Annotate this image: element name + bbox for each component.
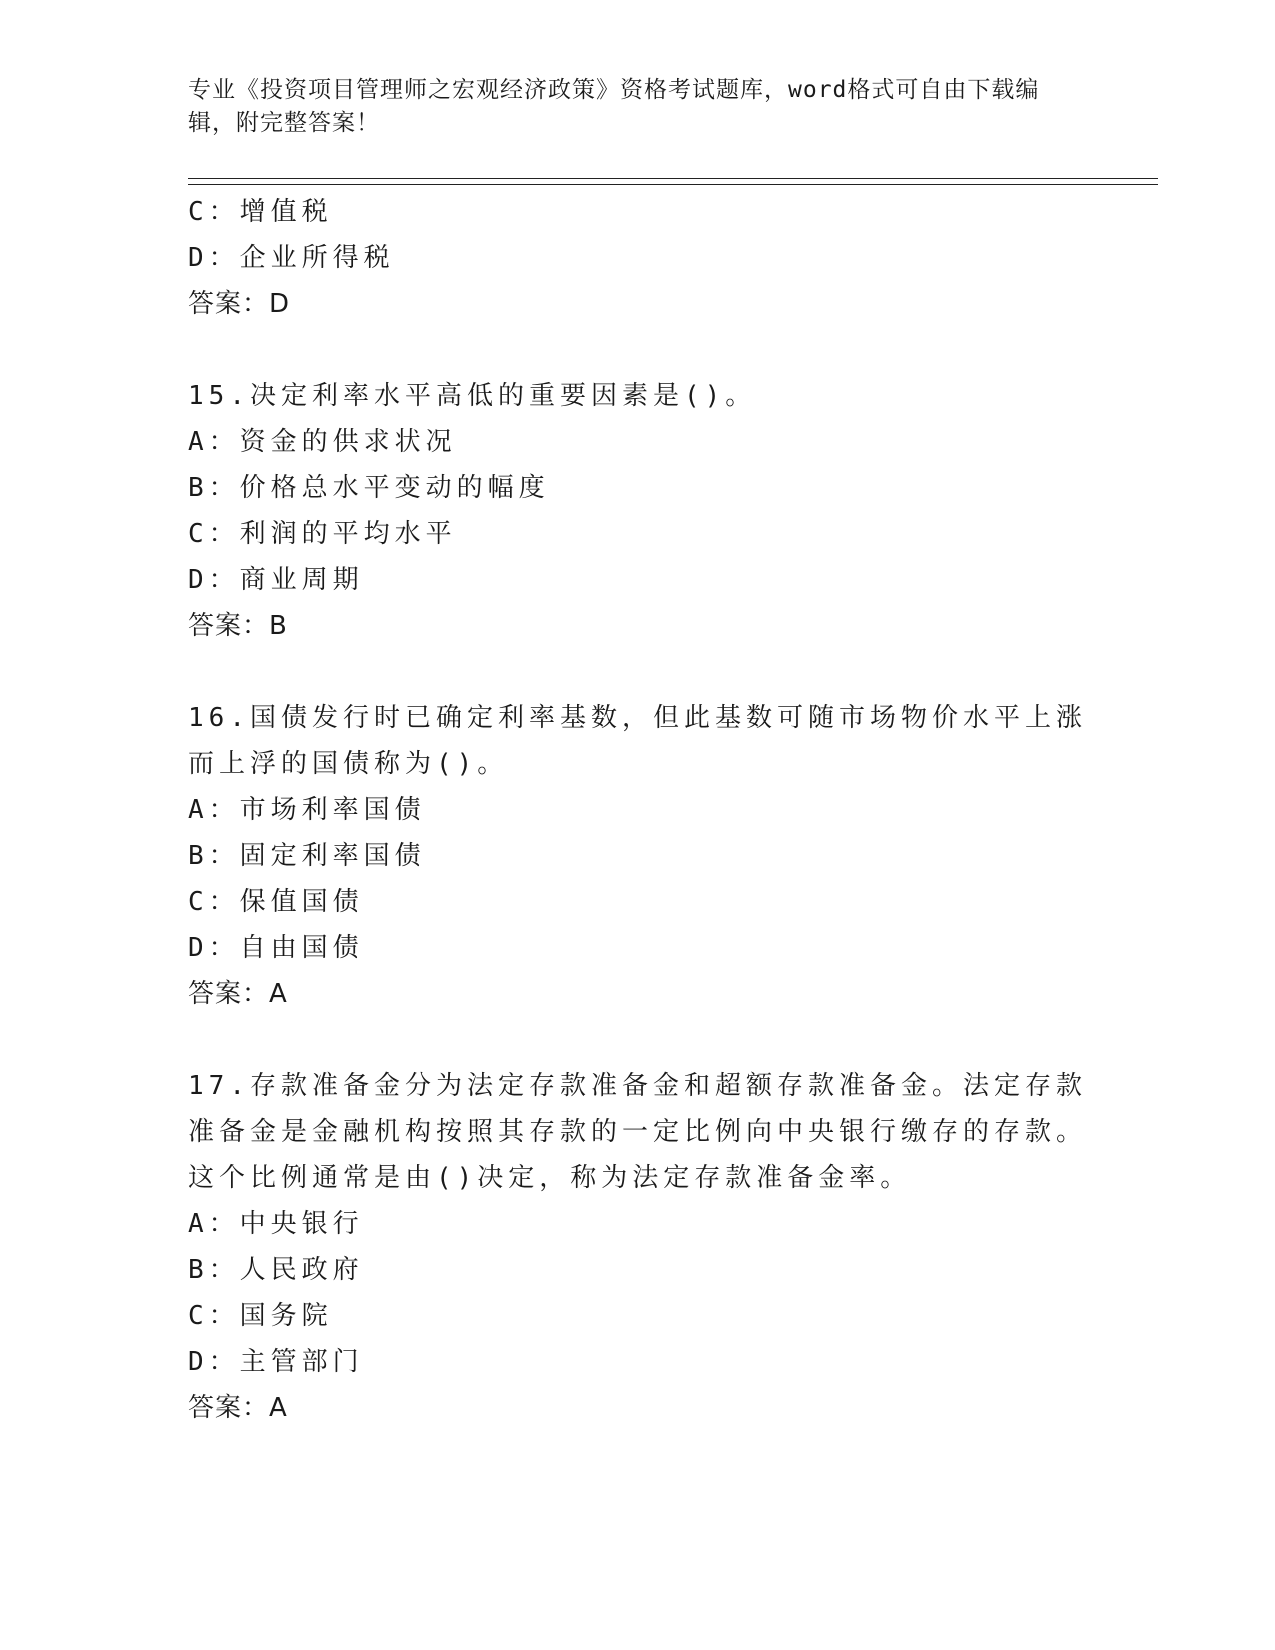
- option-b: B：固定利率国债: [188, 841, 426, 871]
- option-c: C：增值税: [188, 197, 333, 227]
- question-17: [188, 1063, 1088, 1431]
- option-c: C：保值国债: [188, 887, 364, 917]
- option-d: D：商业周期: [188, 565, 364, 595]
- question-15: [188, 373, 1088, 649]
- option-d: D：企业所得税: [188, 243, 395, 273]
- header-rule-bottom: [188, 184, 1158, 185]
- spacer: [188, 1017, 1088, 1063]
- answer-line: 答案：A: [188, 979, 288, 1009]
- answer-line: 答案：D: [188, 289, 291, 319]
- question-16: [188, 695, 1088, 1017]
- option-d: D：自由国债: [188, 933, 364, 963]
- header-rule-top: [188, 178, 1158, 179]
- document-header: 专业《投资项目管理师之宏观经济政策》资格考试题库，word格式可自由下载编辑，附完整答案！: [188, 77, 1040, 136]
- option-c: C：国务院: [188, 1301, 333, 1331]
- spacer: [188, 327, 1088, 373]
- question-stem: 15.决定利率水平高低的重要因素是()。: [188, 381, 757, 411]
- option-b: B：价格总水平变动的幅度: [188, 473, 550, 503]
- answer-line: 答案：A: [188, 1393, 288, 1423]
- option-a: A：市场利率国债: [188, 795, 426, 825]
- question-stem: 16.国债发行时已确定利率基数，但此基数可随市场物价水平上涨而上浮的国债称为()。: [188, 703, 1087, 779]
- answer-line: 答案：B: [188, 611, 288, 641]
- option-c: C：利润的平均水平: [188, 519, 457, 549]
- option-a: A：中央银行: [188, 1209, 364, 1239]
- spacer: [188, 649, 1088, 695]
- question-list: [188, 189, 1088, 1431]
- question-continued: [188, 189, 1088, 327]
- question-stem: 17.存款准备金分为法定存款准备金和超额存款准备金。法定存款准备金是金融机构按照其存款的一定比例向中央银行缴存的存款。这个比例通常是由()决定，称为法定存款准备金率。: [188, 1071, 1088, 1193]
- option-d: D：主管部门: [188, 1347, 364, 1377]
- option-a: A：资金的供求状况: [188, 427, 457, 457]
- option-b: B：人民政府: [188, 1255, 364, 1285]
